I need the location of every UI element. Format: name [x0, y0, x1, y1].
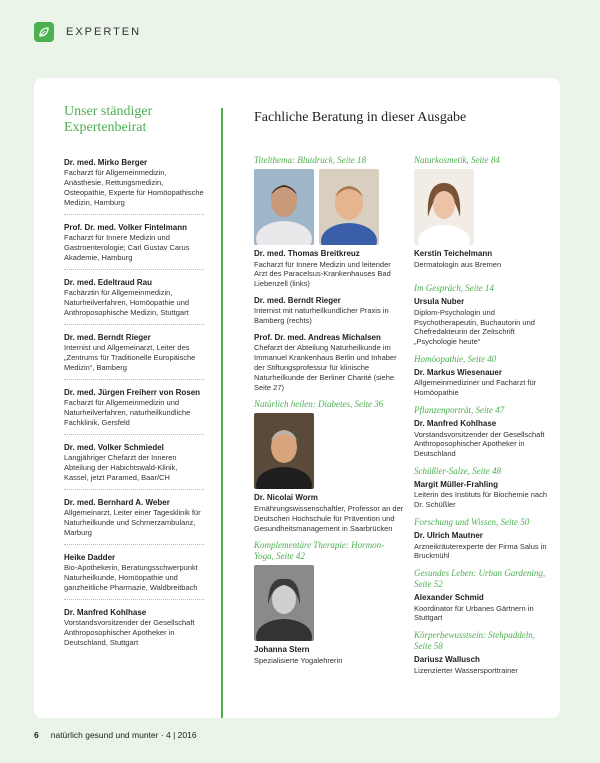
- portrait-photo: [254, 413, 314, 489]
- consultant-name: Dr. Markus Wiesenauer: [414, 367, 502, 377]
- section-label: Homöopathie, Seite 40: [414, 353, 497, 364]
- consultant-entry: [254, 493, 404, 533]
- section-label: Titelthema: Blutdruck, Seite 18: [254, 155, 366, 165]
- consultant-desc: Dermatologin aus Bremen: [414, 259, 502, 269]
- expert-desc: Langjähriger Chefarzt der Inneren Abteilung der Habichtswald-Klinik, Kassel, jetzt Paramed, Baar/CH: [64, 453, 178, 482]
- expert-desc: Internist und Allgemeinarzt, Leiter des „Zentrums für Traditionelle Europäische Medizin“, Bamberg: [64, 343, 196, 372]
- consultants-column-1: [254, 155, 404, 673]
- expert-item: [64, 494, 204, 545]
- consultant-entry: [414, 466, 554, 510]
- consultant-name: Ursula Nuber: [414, 297, 465, 307]
- consultant-name: Dr. med. Berndt Rieger: [254, 295, 341, 305]
- expert-name: Dr. med. Edeltraud Rau: [64, 278, 153, 287]
- photo-row: [254, 169, 404, 245]
- consultant-desc: Koordinator für Urbanes Gärtnern in Stuttgart: [414, 603, 534, 623]
- expert-desc: Vorstandsvorsitzender der Gesellschaft Anthroposophischer Apotheker in Deutschland, Stuttgart: [64, 618, 195, 647]
- expert-item: [64, 604, 204, 654]
- expert-board: [64, 104, 204, 658]
- page-footer: [34, 730, 197, 740]
- consultants-column-2: [414, 155, 554, 683]
- consultant-name: Johanna Stern: [254, 645, 310, 655]
- leaf-icon: [34, 22, 54, 42]
- consultant-entry: [254, 645, 404, 665]
- consultant-entry: [414, 354, 554, 398]
- expert-board-title: Unser ständiger Expertenbeirat: [64, 104, 153, 135]
- consultant-entry: [254, 333, 404, 392]
- consultant-name: Dr. Nicolai Worm: [254, 493, 318, 503]
- publication-info: natürlich gesund und munter · 4 | 2016: [50, 730, 197, 740]
- expert-desc: Facharzt für Allgemeinmedizin, Anästhesie, Rettungsmedizin, Osteopathie, Experte für Homöopathische Medizin, Hamburg: [64, 168, 204, 207]
- section-label: Schüßler-Salze, Seite 48: [414, 465, 502, 476]
- expert-desc: Bio-Apothekerin, Beratungsschwerpunkt Naturheilkunde, Homöopathie und ganzheitliche Pharmazie, Waldbreitbach: [64, 563, 198, 592]
- consultant-name: Kerstin Teichelmann: [414, 249, 493, 258]
- consultant-desc: Chefarzt der Abteilung Naturheilkunde im Immanuel Krankenhaus Berlin und Inhaber der Stiftungsprofessur für klinische Naturheilkunde der Berliner Charité (siehe Seite 27): [254, 343, 397, 392]
- expert-item: [64, 549, 204, 600]
- consultant-desc: Leiterin des Instituts für Biochemie nach Dr. Schüßler: [414, 490, 547, 510]
- consultant-entry: [414, 517, 554, 561]
- expert-desc: Facharzt für Allgemeinmedizin und Naturheilverfahren, naturheilkundliche Fachklinik, Gersfeld: [64, 398, 191, 427]
- expert-name: Heike Dadder: [64, 553, 116, 562]
- consultant-entry: [414, 630, 554, 675]
- expert-name: Dr. med. Berndt Rieger: [64, 333, 151, 342]
- consultant-name: Dr. med. Thomas Breitkreuz: [254, 249, 360, 258]
- section-label: Natürlich heilen: Diabetes, Seite 36: [254, 399, 384, 410]
- expert-name: Prof. Dr. med. Volker Fintelmann: [64, 223, 187, 232]
- consultant-entry: [414, 405, 554, 459]
- portrait-photo: [319, 169, 379, 245]
- consultant-entry: [414, 249, 554, 269]
- consultant-desc: Allgemeinmediziner und Facharzt für Homöopathie: [414, 378, 537, 398]
- section-label: Komplementäre Therapie: Hormon-Yoga, Seite 42: [254, 540, 385, 562]
- expert-item: [64, 439, 204, 490]
- consultant-name: Prof. Dr. med. Andreas Michalsen: [254, 332, 381, 342]
- portrait-photo: [414, 169, 474, 245]
- expert-name: Dr. med. Mirko Berger: [64, 158, 148, 167]
- consultant-name: Dr. Manfred Kohlhase: [414, 419, 497, 429]
- consultation-title: Fachliche Beratung in dieser Ausgabe: [254, 110, 467, 125]
- section-label: Naturkosmetik, Seite 84: [414, 155, 500, 165]
- expert-item: [64, 274, 204, 325]
- expert-item: [64, 384, 204, 435]
- portrait-photo: [254, 565, 314, 641]
- expert-desc: Fachärztin für Allgemeinmedizin, Naturheilverfahren, Homöopathie und Anthroposophische Medizin, Stuttgart: [64, 288, 190, 317]
- section-label: Gesundes Leben: Urban Gardening, Seite 52: [414, 568, 546, 590]
- expert-name: Dr. med. Jürgen Freiherr von Rosen: [64, 388, 201, 397]
- consultant-desc: Spezialisierte Yogalehrerin: [254, 655, 343, 665]
- consultant-name: Alexander Schmid: [414, 593, 484, 603]
- section-label: Im Gespräch, Seite 14: [414, 283, 494, 294]
- expert-item: [64, 329, 204, 380]
- consultant-desc: Lizenzierter Wassersporttrainer: [414, 665, 518, 675]
- page-number: 6: [34, 730, 39, 740]
- section-header: [34, 22, 141, 42]
- section-label: Pflanzenporträt, Seite 47: [414, 405, 505, 416]
- expert-item: [64, 154, 204, 215]
- consultant-desc: Arzneikräuterexperte der Firma Salus in Bruckmühl: [414, 541, 547, 561]
- expert-name: Dr. med. Volker Schmiedel: [64, 443, 164, 452]
- consultant-name: Dariusz Wallusch: [414, 655, 480, 665]
- consultant-name: Dr. Ulrich Mautner: [414, 531, 483, 541]
- consultant-entry: [414, 568, 554, 623]
- consultant-entry: [254, 296, 404, 326]
- section-title: EXPERTEN: [66, 26, 142, 38]
- section-label: Forschung und Wissen, Seite 50: [414, 517, 530, 528]
- consultant-entry: [254, 249, 404, 289]
- expert-item: [64, 219, 204, 270]
- expert-desc: Facharzt für Innere Medizin und Gastroenterologie; Carl Gustav Carus Akademie, Hamburg: [64, 233, 190, 262]
- consultant-name: Margit Müller-Frahling: [414, 479, 498, 489]
- consultant-entry: [414, 283, 554, 347]
- expert-name: Dr. med. Bernhard A. Weber: [64, 498, 170, 507]
- consultant-desc: Ernährungswissenschaftler, Professor an der Deutschen Hochschule für Prävention und Gesundheitsmanagement in Saarbrücken: [254, 503, 404, 533]
- section-label: Körperbewusstsein: Stehpaddeln, Seite 58: [414, 630, 535, 652]
- expert-desc: Allgemeinarzt, Leiter einer Tagesklinik für Naturheilkunde und Schmerzambulanz, Marburg: [64, 508, 201, 537]
- expert-name: Dr. Manfred Kohlhase: [64, 608, 147, 617]
- column-divider: [221, 108, 223, 718]
- consultant-desc: Vorstandsvorsitzender der Gesellschaft Anthroposophischer Apotheker in Deutschland: [414, 429, 545, 459]
- portrait-photo: [254, 169, 314, 245]
- consultant-desc: Facharzt für Innere Medizin und leitender Arzt des Paracelsus-Krankenhauses Bad Liebenzell (links): [254, 259, 391, 289]
- consultant-desc: Internist mit naturheilkundlicher Praxis in Bamberg (rechts): [254, 306, 389, 326]
- consultant-desc: Diplom-Psychologin und Psychotherapeutin, Buchautorin und Chefredakteurin der Zeitschrift „Psychologie heute“: [414, 307, 535, 347]
